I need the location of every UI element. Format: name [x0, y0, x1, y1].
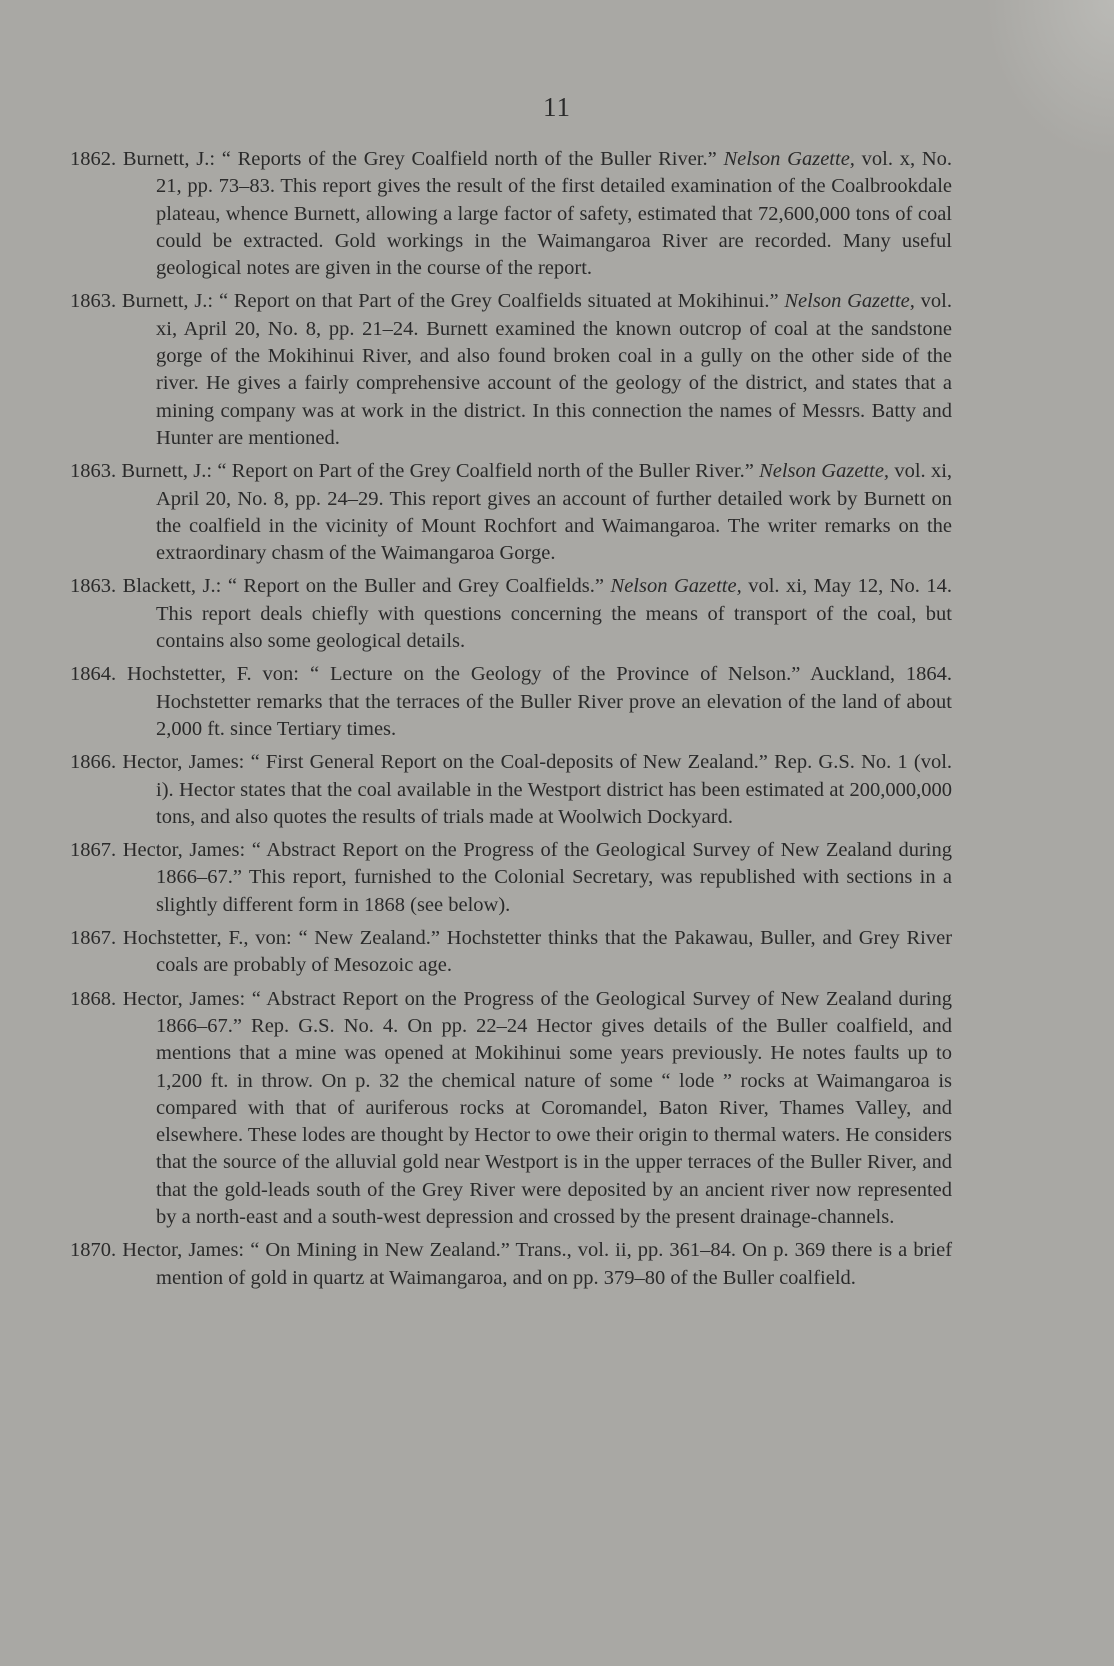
- entry-title: “ Lecture on the Geology of the Province of Nelson.”: [309, 663, 801, 686]
- entry-note: This report gives the result of the first detailed examination of the Coalbrookdale plateau, whence Burnett, allowing a large factor of safety, estimated that 72,600,000 tons of coal could be extracted. Gold workings in the Waimangaroa River are recorded. Many useful geological notes are given in the course of the report.: [156, 175, 952, 280]
- entry-source: Nelson Gazette,: [759, 460, 890, 483]
- entry-title: “ Abstract Report on the Progress of the Geological Survey of New Zealand during 1866–67.”: [156, 839, 953, 889]
- entry-details: vol. xi, April 20, No. 8, pp. 21–24.: [156, 290, 952, 340]
- bibliography-list: [70, 146, 952, 1298]
- bibliography-entry: [70, 146, 952, 282]
- entry-note: This report deals chiefly with questions concerning the means of transport of the coal, but contains also some geological details.: [156, 602, 952, 653]
- bibliography-entry: [70, 1237, 952, 1292]
- entry-year: 1862.: [70, 148, 117, 170]
- entry-author: Hector, James:: [122, 751, 245, 774]
- entry-title: “ First General Report on the Coal-deposits of New Zealand.”: [250, 751, 768, 774]
- entry-year: 1863.: [70, 575, 117, 598]
- entry-details: Rep. G.S. No. 1 (vol. i).: [156, 751, 953, 801]
- entry-source: Nelson Gazette,: [723, 148, 855, 170]
- entry-author: Hector, James:: [122, 839, 246, 862]
- entry-year: 1864.: [70, 663, 117, 686]
- page-number: 11: [543, 92, 571, 122]
- entry-details: Auckland, 1864.: [810, 663, 953, 686]
- entry-note: On pp. 22–24 Hector gives details of the Buller coalfield, and mentions that a mine was opened at Mokihinui some years previously. He notes faults up to 1,200 ft. in throw. On p. 32 the chemical nature of some “ lode ” rocks at Waimangaroa is compared with that of auriferous rocks at Coromandel, Baton River, Thames Valley, and elsewhere. These lodes are thought by Hector to owe their origin to thermal waters. He considers that the source of the alluvial gold near Westport is in the upper terraces of the Buller River, and that the gold-leads south of the Grey River were deposited by an ancient river now represented by a north-east and a south-west depression and crossed by the present drainage-channels.: [156, 1014, 953, 1228]
- bibliography-entry: [70, 837, 952, 919]
- entry-details: vol. xi, April 20, No. 8, pp. 24–29.: [156, 460, 953, 510]
- entry-year: 1866.: [70, 751, 117, 774]
- entry-note: This report, furnished to the Colonial Secretary, was republished with sections in a slightly different form in 1868 (see below).: [156, 866, 952, 916]
- entry-note: This report gives an account of further detailed work by Burnett on the coalfield in the vicinity of Mount Rochfort and Waimangaroa. The writer remarks on the extraordinary chasm of the Waimangaroa Gorge.: [156, 487, 952, 565]
- entry-note: Burnett examined the known outcrop of coal at the sandstone gorge of the Mokihinui River, and also found broken coal in a gully on the other side of the river. He gives a fairly comprehensive account of the geology of the district, and states that a mining company was at work in the district. In this connection the names of Messrs. Batty and Hunter are mentioned.: [156, 317, 952, 449]
- entry-details: vol. x, No. 21, pp. 73–83.: [156, 148, 953, 198]
- bibliography-entry: [70, 661, 952, 743]
- entry-title: “ On Mining in New Zealand.”: [250, 1239, 510, 1262]
- entry-author: Burnett, J.:: [122, 148, 216, 170]
- entry-source: Nelson Gazette,: [784, 290, 915, 313]
- entry-year: 1867.: [70, 839, 117, 862]
- entry-source: Nelson Gazette,: [610, 575, 742, 598]
- entry-note: On p. 369 there is a brief mention of gold in quartz at Waimangaroa, and on pp. 379–80 of the Buller coalfield.: [156, 1239, 953, 1289]
- entry-title: “ Report on that Part of the Grey Coalfields situated at Mokihinui.”: [218, 290, 779, 313]
- entry-title: “ Report on the Buller and Grey Coalfields.”: [227, 575, 605, 598]
- entry-note: Hochstetter remarks that the terraces of the Buller River prove an elevation of the land of about 2,000 ft. since Tertiary times.: [156, 690, 952, 740]
- entry-title: “ Abstract Report on the Progress of the Geological Survey of New Zealand during 1866–67.”: [156, 987, 953, 1037]
- bibliography-entry: [70, 749, 952, 831]
- entry-year: 1863.: [70, 290, 117, 313]
- entry-author: Hector, James:: [122, 987, 246, 1010]
- entry-title: “ New Zealand.”: [298, 927, 440, 950]
- entry-title: “ Report on Part of the Grey Coalfield north of the Buller River.”: [217, 460, 754, 483]
- paper-stain: [984, 0, 1114, 160]
- entry-author: Hochstetter, F. von:: [127, 663, 300, 686]
- entry-details: Rep. G.S. No. 4.: [251, 1014, 399, 1037]
- entry-author: Hector, James:: [122, 1239, 245, 1262]
- entry-title: “ Reports of the Grey Coalfield north of the Buller River.”: [221, 148, 717, 170]
- entry-author: Hochstetter, F., von:: [122, 927, 292, 950]
- entry-author: Burnett, J.:: [121, 290, 214, 313]
- entry-year: 1863.: [70, 460, 117, 483]
- bibliography-entry: [70, 573, 952, 655]
- entry-author: Blackett, J.:: [122, 575, 222, 598]
- entry-note: Hector states that the coal available in the Westport district has been estimated at 200,000,000 tons, and also quotes the results of trials made at Woolwich Dockyard.: [156, 778, 953, 828]
- bibliography-entry: [70, 458, 952, 567]
- bibliography-entry: [70, 986, 952, 1232]
- bibliography-entry: [70, 925, 952, 980]
- entry-year: 1870.: [70, 1239, 117, 1262]
- entry-details: Trans., vol. ii, pp. 361–84.: [515, 1239, 737, 1262]
- entry-year: 1868.: [70, 987, 117, 1010]
- bibliography-entry: [70, 288, 952, 452]
- entry-note: Hochstetter thinks that the Pakawau, Buller, and Grey River coals are probably of Mesozoic age.: [156, 927, 953, 977]
- entry-author: Burnett, J.:: [121, 460, 213, 483]
- entry-details: vol. xi, May 12, No. 14.: [748, 575, 953, 598]
- entry-year: 1867.: [70, 927, 117, 950]
